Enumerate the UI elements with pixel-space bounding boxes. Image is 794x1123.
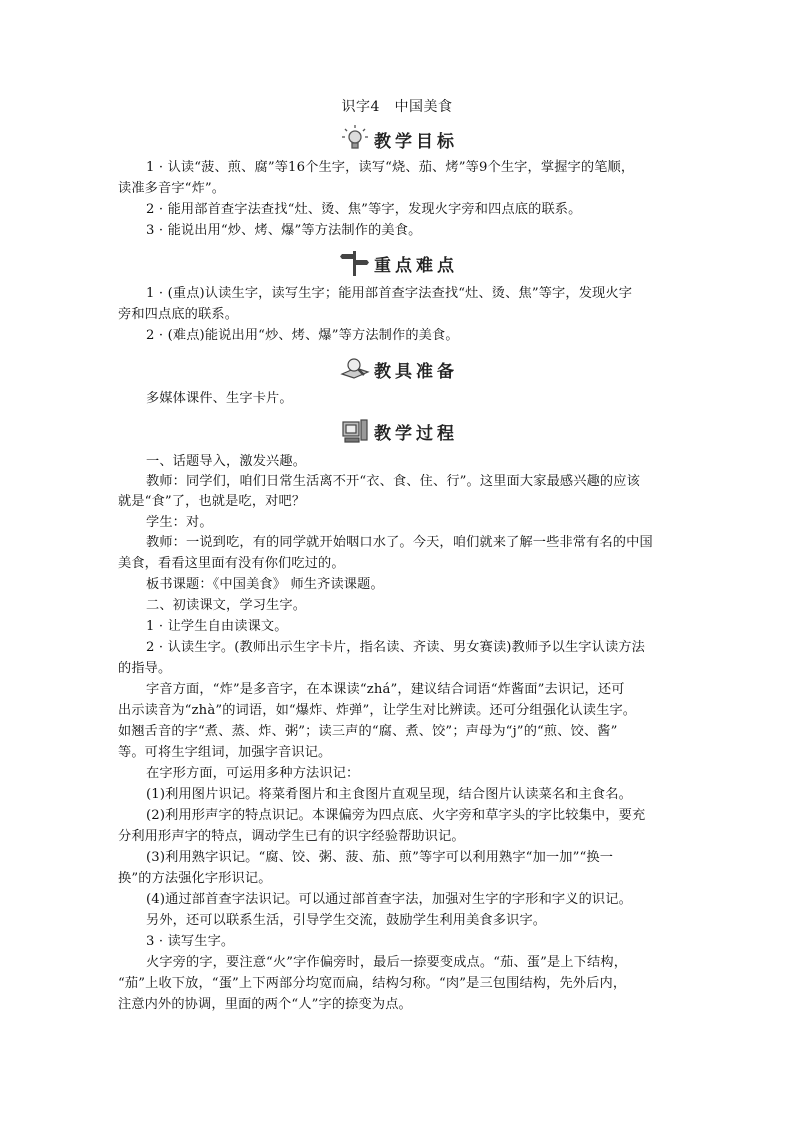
heading-goals xyxy=(340,124,458,154)
process-line: (3)利用熟字识记。“腐、饺、粥、菠、茄、煎”等字可以利用熟字“加一加”“换一 xyxy=(146,850,614,865)
process-line: 在字形方面，可运用多种方法识记： xyxy=(146,766,360,781)
process-line: 美食，看看这里面有没有你们吃过的。 xyxy=(118,556,345,571)
process-line: 教师：同学们，咱们日常生活离不开“衣、食、住、行”。这里面大家最感兴趣的应该 xyxy=(146,474,640,489)
process-line: 2 · 认读生字。(教师出示生字卡片，指名读、齐读、男女赛读)教师予以生字认读方法 xyxy=(146,640,645,655)
process-line: 分利用形声字的特点，调动学生已有的识字经验帮助识记。 xyxy=(118,829,465,844)
process-line: 学生：对。 xyxy=(146,515,213,530)
book-magnifier-icon xyxy=(340,354,370,384)
process-line: 1 · 让学生自由读课文。 xyxy=(146,619,288,634)
process-line: 换”的方法强化字形识记。 xyxy=(118,871,272,886)
process-line: 字音方面，“炸”是多音字，在本课读“zhá”，建议结合词语“炸酱面”去识记，还可 xyxy=(146,682,625,697)
page-title: 识字4 中国美食 xyxy=(341,99,453,115)
process-line: 的指导。 xyxy=(118,661,172,676)
goal-line: 3 · 能说出用“炒、烤、爆”等方法制作的美食。 xyxy=(146,223,422,238)
process-line: (4)通过部首查字法识记。可以通过部首查字法，加强对生字的字形和字义的识记。 xyxy=(146,892,632,907)
process-line: “茄”上收下放，“蛋”上下两部分均宽而扁，结构匀称。“肉”是三包围结构，先外后内， xyxy=(118,976,627,991)
heading-goals-text: 教学目标 xyxy=(374,131,458,152)
key-point-line: 2 · (难点)能说出用“炒、烤、爆”等方法制作的美食。 xyxy=(146,328,459,343)
materials-text: 多媒体课件、生字卡片。 xyxy=(146,391,293,406)
heading-materials xyxy=(340,354,458,384)
process-line: 3 · 读写生字。 xyxy=(146,934,235,949)
heading-process-text: 教学过程 xyxy=(374,423,458,444)
process-line: 教师：一说到吃，有的同学就开始咽口水了。今天，咱们就来了解一些非常有名的中国 xyxy=(146,535,653,550)
process-line: (1)利用图片识记。将菜肴图片和主食图片直观呈现，结合图片认读菜名和主食名。 xyxy=(146,787,632,802)
heading-materials-text: 教具准备 xyxy=(374,361,458,382)
process-line: 注意内外的协调，里面的两个“人”字的捺变为点。 xyxy=(118,997,412,1012)
process-line: (2)利用形声字的特点识记。本课偏旁为四点底、火字旁和草字头的字比较集中，要充 xyxy=(146,808,646,823)
heading-key-points xyxy=(340,248,458,278)
computer-icon xyxy=(340,416,370,446)
goal-line: 2 · 能用部首查字法查找“灶、烫、焦”等字，发现火字旁和四点底的联系。 xyxy=(146,202,582,217)
process-line: 另外，还可以联系生活，引导学生交流，鼓励学生利用美食多识字。 xyxy=(146,913,547,928)
goal-line: 读准多音字“炸”。 xyxy=(118,181,226,196)
process-line: 火字旁的字，要注意“火”字作偏旁时，最后一捺要变成点。“茄、蛋”是上下结构， xyxy=(146,955,628,970)
key-point-line: 1 · (重点)认读生字，读写生字；能用部首查字法查找“灶、烫、焦”等字，发现火字 xyxy=(146,286,633,301)
signpost-icon xyxy=(340,248,370,278)
process-line: 出示读音为“zhà”的词语，如“爆炸、炸弹”，让学生对比辨读。还可分组强化认读生字。 xyxy=(118,703,637,718)
process-line: 板书课题：《中国美食》 师生齐读课题。 xyxy=(146,577,384,592)
process-line: 一、话题导入，激发兴趣。 xyxy=(146,454,307,469)
process-line: 如翘舌音的字“煮、蒸、炸、粥”；读三声的“腐、煮、饺”；声母为“j”的“煎、饺、酱” xyxy=(118,724,618,739)
process-line: 就是“食”了，也就是吃，对吧？ xyxy=(118,494,306,509)
heading-key-points-text: 重点难点 xyxy=(374,255,458,276)
goal-line: 1 · 认读“菠、煎、腐”等16个生字，读写“烧、茄、烤”等9个生字，掌握字的笔顺， xyxy=(146,160,635,175)
lightbulb-icon xyxy=(340,124,370,154)
process-line: 二、初读课文，学习生字。 xyxy=(146,598,307,613)
heading-process xyxy=(340,416,458,446)
key-point-line: 旁和四点底的联系。 xyxy=(118,307,239,322)
process-line: 等。可将生字组词，加强字音识记。 xyxy=(118,745,332,760)
